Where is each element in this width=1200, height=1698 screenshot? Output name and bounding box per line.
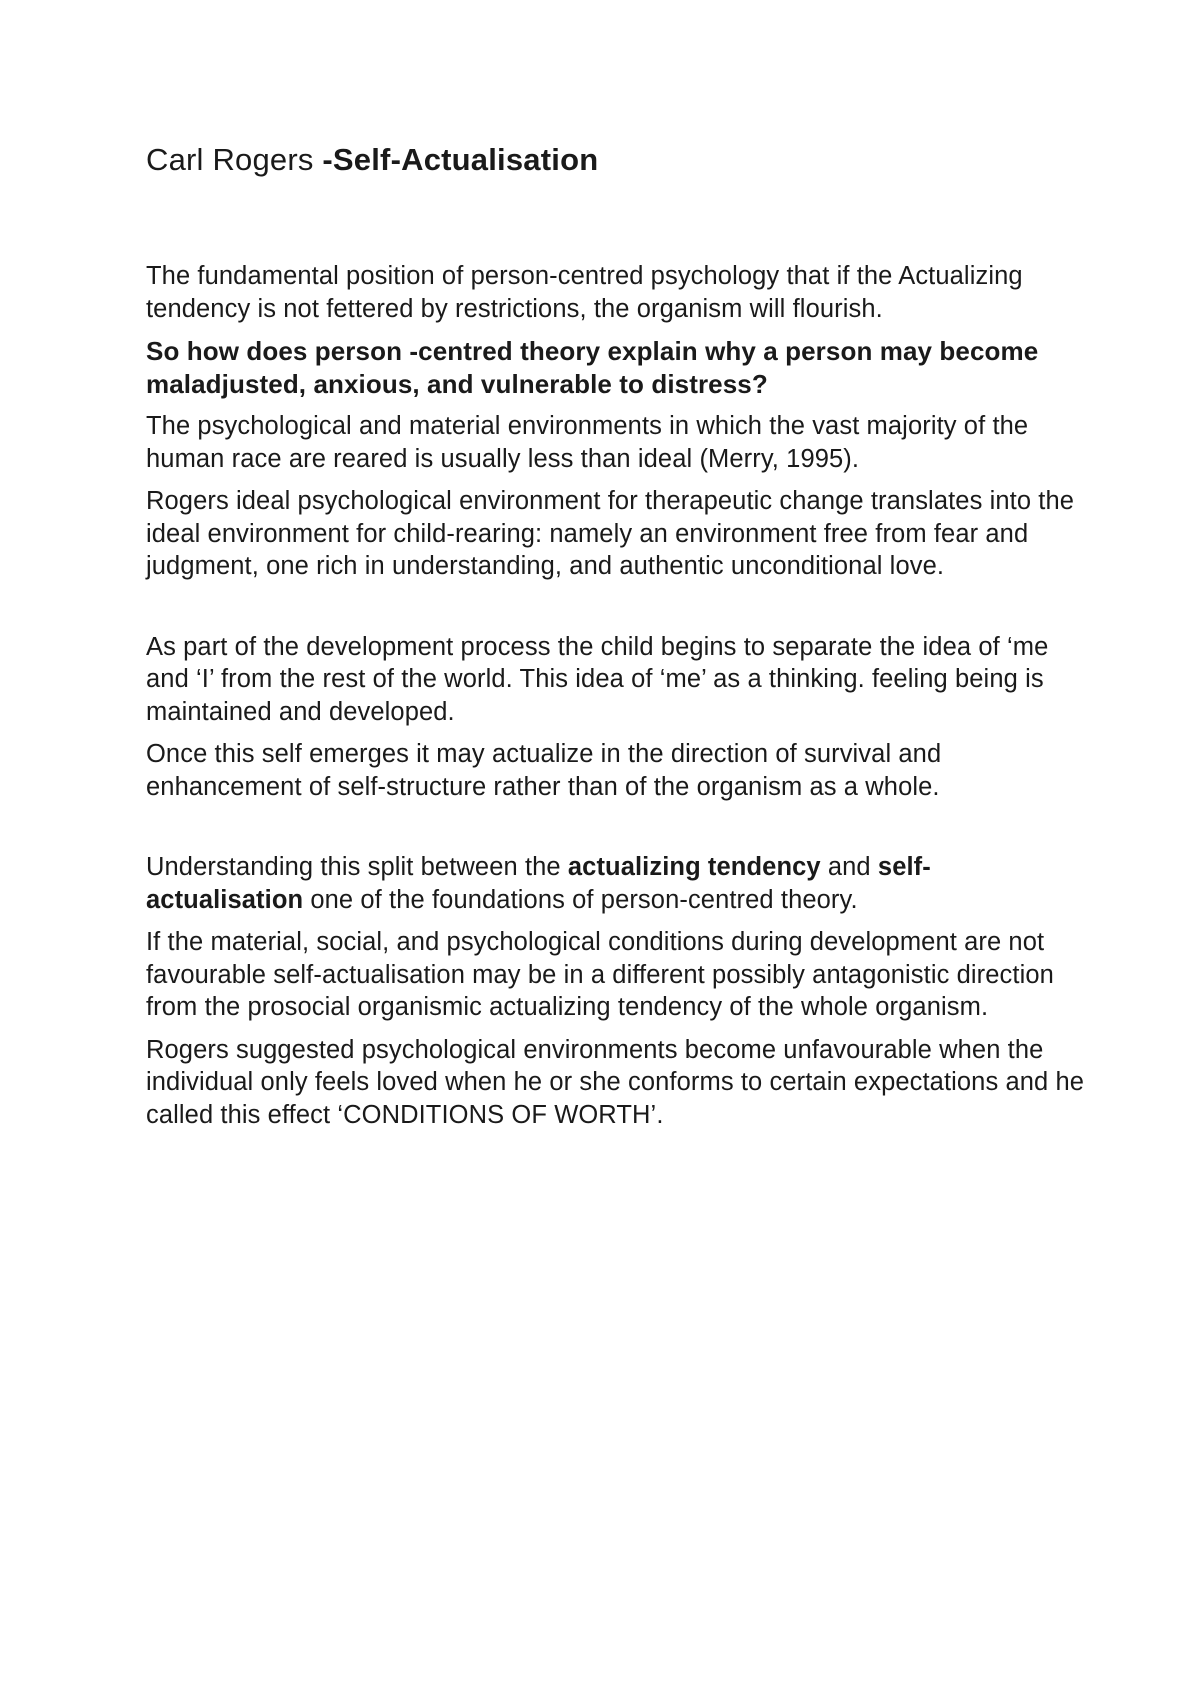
paragraph-environments: The psychological and material environments in which the vast majority of the human race are reared is usually less than ideal (Merry, 1995). (146, 412, 1029, 473)
page-title (146, 140, 1086, 180)
paragraph-conditions: If the material, social, and psychological conditions during development are not favourable self-actualisation may be in a different possibly antagonistic direction from the prosocial organismic actualizing tendency of the whole organism. (146, 928, 1054, 1021)
paragraph-ideal-environment: Rogers ideal psychological environment for therapeutic change translates into the ideal environment for child-rearing: namely an environment free from fear and judgment, one rich in understanding, and authentic unconditional love. (146, 487, 1075, 580)
question-heading: So how does person -centred theory explain why a person may become maladjusted, anxious, and vulnerable to distress? (146, 336, 1039, 399)
title-name: Carl Rogers (146, 142, 323, 177)
split-text-3: one of the foundations of person-centred theory. (303, 885, 858, 914)
paragraph-development: As part of the development process the child begins to separate the idea of ‘me and ‘I’ from the rest of the world. This idea of ‘me’ as a thinking. feeling being is maintained and developed. (146, 632, 1049, 726)
split-text-2: and (820, 853, 878, 881)
title-topic: -Self-Actualisation (322, 142, 599, 177)
paragraph-split (146, 851, 1086, 916)
document-page (146, 140, 1086, 1131)
split-text-1: Understanding this split between the (146, 853, 568, 881)
term-self-actualisation: self-actualisation (146, 853, 931, 914)
paragraph-conditions-of-worth: Rogers suggested psychological environments become unfavourable when the individual only feels loved when he or she conforms to certain expectations and he called this effect ‘CONDITIONS OF WORTH’. (146, 1035, 1085, 1129)
term-actualizing-tendency: actualizing tendency (567, 853, 821, 881)
paragraph-intro: The fundamental position of person-centred psychology that if the Actualizing tendency is not fettered by restrictions, the organism will flourish. (146, 262, 1023, 323)
paragraph-self-emerges: Once this self emerges it may actualize in the direction of survival and enhancement of self-structure rather than of the organism as a whole. (146, 740, 942, 801)
